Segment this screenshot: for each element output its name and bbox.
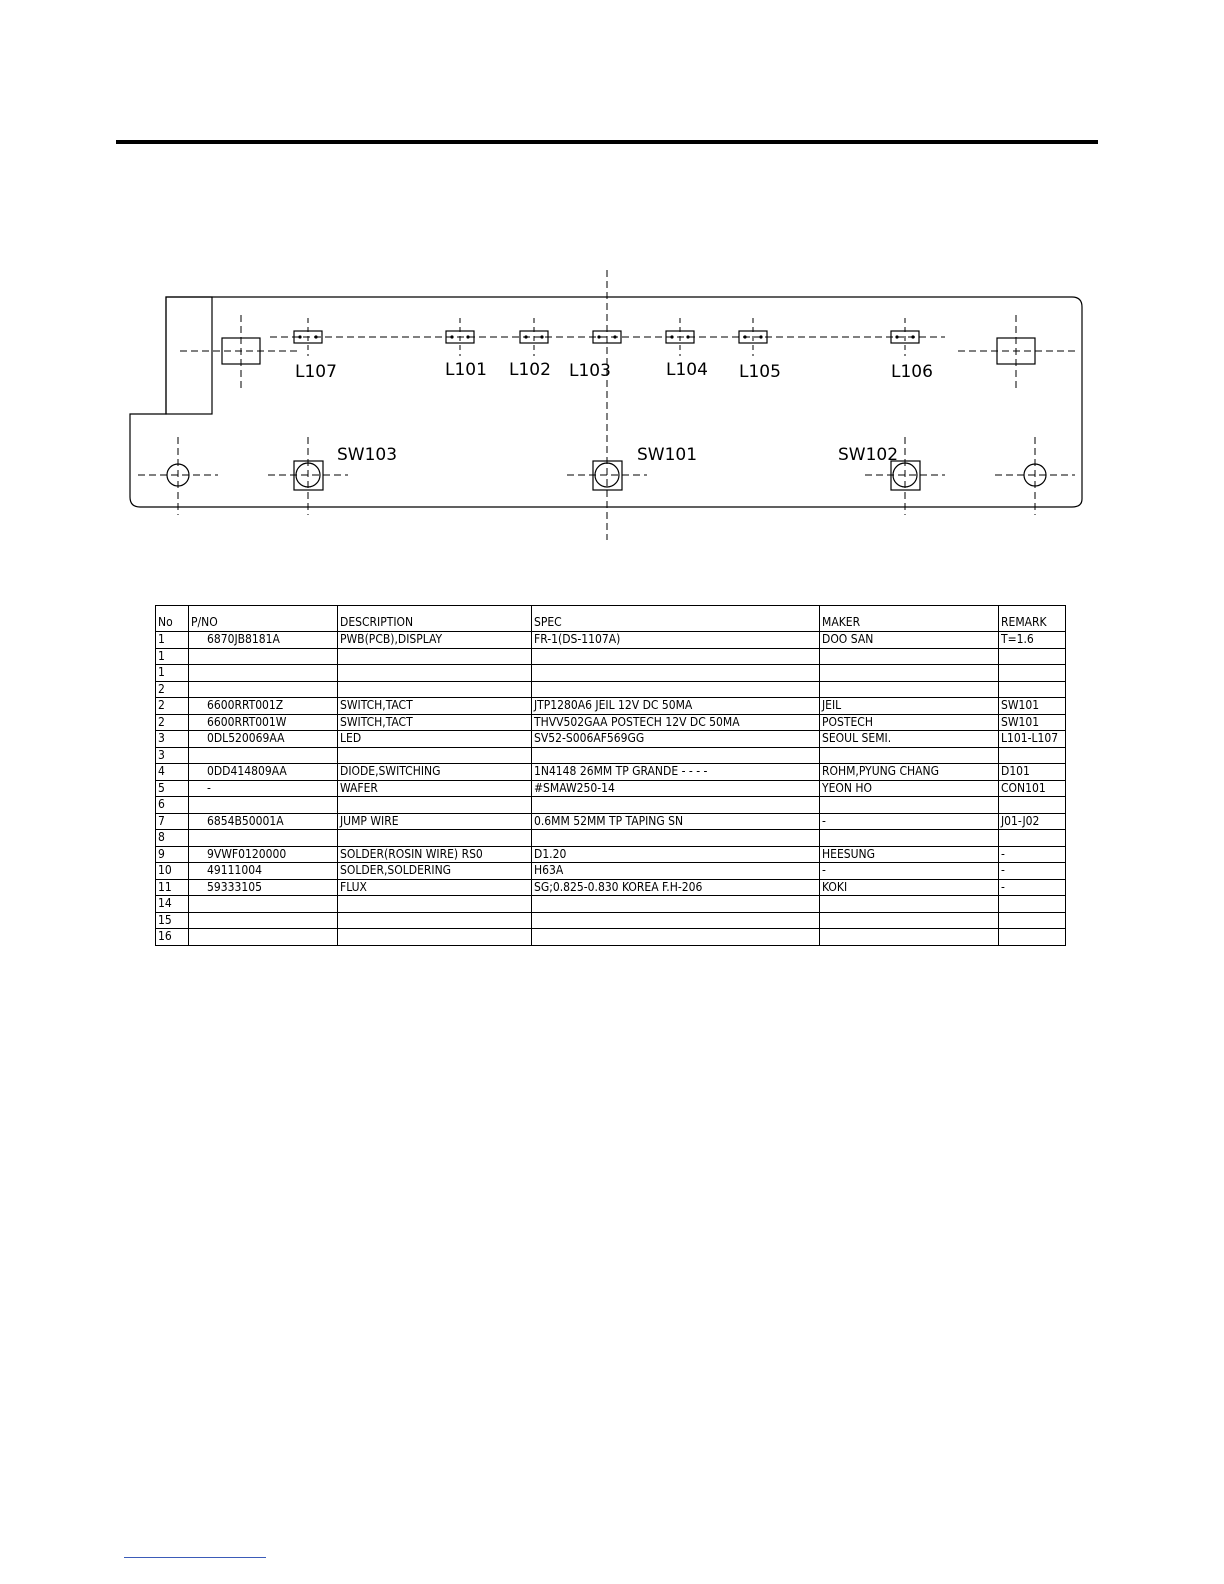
table-row	[156, 747, 1066, 764]
led-label-l101: L101	[445, 360, 487, 380]
cell-pno: 0DD414809AA	[189, 764, 338, 781]
cell-spec: #SMAW250-14	[532, 780, 820, 797]
cell-spec	[532, 681, 820, 698]
cell-maker: ROHM,PYUNG CHANG	[820, 764, 999, 781]
switch-label-sw101: SW101	[637, 445, 698, 465]
cell-remark: D101	[999, 764, 1066, 781]
cell-remark: -	[999, 863, 1066, 880]
cell-description: PWB(PCB),DISPLAY	[338, 632, 532, 649]
cell-description	[338, 912, 532, 929]
cell-maker: SEOUL SEMI.	[820, 731, 999, 748]
cell-no: 9	[156, 846, 189, 863]
led-label-l106: L106	[891, 362, 933, 382]
pcb-layout-drawing	[0, 0, 1224, 600]
cell-remark	[999, 681, 1066, 698]
cell-maker: -	[820, 813, 999, 830]
cell-description	[338, 747, 532, 764]
cell-remark	[999, 896, 1066, 913]
cell-no: 4	[156, 764, 189, 781]
cell-no: 2	[156, 698, 189, 715]
cell-remark: T=1.6	[999, 632, 1066, 649]
cell-remark: -	[999, 879, 1066, 896]
cell-spec	[532, 896, 820, 913]
table-row	[156, 665, 1066, 682]
cell-pno: 6854B50001A	[189, 813, 338, 830]
cell-description	[338, 830, 532, 847]
cell-maker: JEIL	[820, 698, 999, 715]
cell-no: 15	[156, 912, 189, 929]
cell-spec: H63A	[532, 863, 820, 880]
cell-no: 1	[156, 648, 189, 665]
cell-remark	[999, 929, 1066, 946]
table-row	[156, 764, 1066, 781]
table-row	[156, 929, 1066, 946]
cell-spec	[532, 648, 820, 665]
cell-no: 5	[156, 780, 189, 797]
table-row	[156, 632, 1066, 649]
cell-pno: 9VWF0120000	[189, 846, 338, 863]
cell-maker: DOO SAN	[820, 632, 999, 649]
cell-pno	[189, 665, 338, 682]
cell-maker: YEON HO	[820, 780, 999, 797]
cell-maker	[820, 797, 999, 814]
cell-remark: L101-L107	[999, 731, 1066, 748]
cell-remark	[999, 797, 1066, 814]
cell-spec: JTP1280A6 JEIL 12V DC 50MA	[532, 698, 820, 715]
cell-description	[338, 648, 532, 665]
table-row	[156, 731, 1066, 748]
cell-remark: SW101	[999, 714, 1066, 731]
cell-spec: D1.20	[532, 846, 820, 863]
cell-pno: -	[189, 780, 338, 797]
header-spec: SPEC	[532, 606, 820, 632]
cell-description	[338, 896, 532, 913]
table-row	[156, 863, 1066, 880]
cell-spec	[532, 830, 820, 847]
header-no: No	[156, 606, 189, 632]
cell-remark: CON101	[999, 780, 1066, 797]
led-label-l105: L105	[739, 362, 781, 382]
cell-description: SOLDER(ROSIN WIRE) RS0	[338, 846, 532, 863]
led-label-l103: L103	[569, 361, 611, 381]
cell-remark	[999, 665, 1066, 682]
cell-maker	[820, 896, 999, 913]
cell-maker: POSTECH	[820, 714, 999, 731]
cell-no: 2	[156, 681, 189, 698]
bill-of-materials-table	[155, 605, 1066, 946]
cell-no: 16	[156, 929, 189, 946]
cell-no: 3	[156, 731, 189, 748]
table-row	[156, 714, 1066, 731]
footer-link-underline[interactable]	[124, 1557, 266, 1558]
switch-label-sw102: SW102	[838, 445, 899, 465]
cell-no: 8	[156, 830, 189, 847]
cell-no: 3	[156, 747, 189, 764]
table-row	[156, 797, 1066, 814]
cell-description: SWITCH,TACT	[338, 714, 532, 731]
table-row	[156, 813, 1066, 830]
table-row	[156, 846, 1066, 863]
cell-spec: FR-1(DS-1107A)	[532, 632, 820, 649]
led-label-l102: L102	[509, 360, 551, 380]
cell-maker: KOKI	[820, 879, 999, 896]
cell-spec	[532, 797, 820, 814]
cell-description	[338, 665, 532, 682]
cell-no: 2	[156, 714, 189, 731]
cell-remark	[999, 648, 1066, 665]
cell-pno	[189, 797, 338, 814]
cell-maker	[820, 648, 999, 665]
cell-pno: 6600RRT001Z	[189, 698, 338, 715]
header-remark: REMARK	[999, 606, 1066, 632]
cell-pno	[189, 747, 338, 764]
cell-pno	[189, 648, 338, 665]
cell-remark: J01-J02	[999, 813, 1066, 830]
cell-maker: -	[820, 863, 999, 880]
table-header-row	[156, 606, 1066, 632]
cell-pno	[189, 896, 338, 913]
cell-maker	[820, 929, 999, 946]
cell-spec	[532, 912, 820, 929]
connector-block	[166, 297, 212, 414]
cell-remark	[999, 747, 1066, 764]
cell-spec	[532, 747, 820, 764]
cell-remark	[999, 912, 1066, 929]
header-pno: P/NO	[189, 606, 338, 632]
cell-maker	[820, 830, 999, 847]
cell-description: FLUX	[338, 879, 532, 896]
cell-no: 6	[156, 797, 189, 814]
cell-description: LED	[338, 731, 532, 748]
cell-maker	[820, 912, 999, 929]
cell-description: JUMP WIRE	[338, 813, 532, 830]
table-row	[156, 780, 1066, 797]
cell-maker: HEESUNG	[820, 846, 999, 863]
cell-description	[338, 929, 532, 946]
cell-pno	[189, 830, 338, 847]
cell-spec: THVV502GAA POSTECH 12V DC 50MA	[532, 714, 820, 731]
cell-no: 7	[156, 813, 189, 830]
cell-maker	[820, 665, 999, 682]
cell-remark	[999, 830, 1066, 847]
cell-no: 1	[156, 632, 189, 649]
cell-pno: 6600RRT001W	[189, 714, 338, 731]
table-row	[156, 912, 1066, 929]
header-description: DESCRIPTION	[338, 606, 532, 632]
cell-maker	[820, 747, 999, 764]
table-row	[156, 879, 1066, 896]
cell-no: 10	[156, 863, 189, 880]
led-label-l104: L104	[666, 360, 708, 380]
cell-spec: 1N4148 26MM TP GRANDE - - - -	[532, 764, 820, 781]
switch-label-sw103: SW103	[337, 445, 398, 465]
table-row	[156, 830, 1066, 847]
cell-pno	[189, 681, 338, 698]
cell-maker	[820, 681, 999, 698]
cell-spec	[532, 929, 820, 946]
cell-description: SOLDER,SOLDERING	[338, 863, 532, 880]
cell-no: 1	[156, 665, 189, 682]
cell-remark: -	[999, 846, 1066, 863]
cell-no: 11	[156, 879, 189, 896]
cell-pno: 6870JB8181A	[189, 632, 338, 649]
table-row	[156, 896, 1066, 913]
led-label-l107: L107	[295, 362, 337, 382]
cell-description: DIODE,SWITCHING	[338, 764, 532, 781]
table-row	[156, 698, 1066, 715]
cell-pno: 0DL520069AA	[189, 731, 338, 748]
cell-spec: SV52-S006AF569GG	[532, 731, 820, 748]
cell-spec: 0.6MM 52MM TP TAPING SN	[532, 813, 820, 830]
cell-no: 14	[156, 896, 189, 913]
cell-description	[338, 797, 532, 814]
table-row	[156, 648, 1066, 665]
cell-pno: 49111004	[189, 863, 338, 880]
cell-pno	[189, 912, 338, 929]
cell-description: WAFER	[338, 780, 532, 797]
cell-spec: SG;0.825-0.830 KOREA F.H-206	[532, 879, 820, 896]
cell-description	[338, 681, 532, 698]
cell-remark: SW101	[999, 698, 1066, 715]
cell-description: SWITCH,TACT	[338, 698, 532, 715]
cell-pno	[189, 929, 338, 946]
table-row	[156, 681, 1066, 698]
cell-pno: 59333105	[189, 879, 338, 896]
cell-spec	[532, 665, 820, 682]
header-maker: MAKER	[820, 606, 999, 632]
